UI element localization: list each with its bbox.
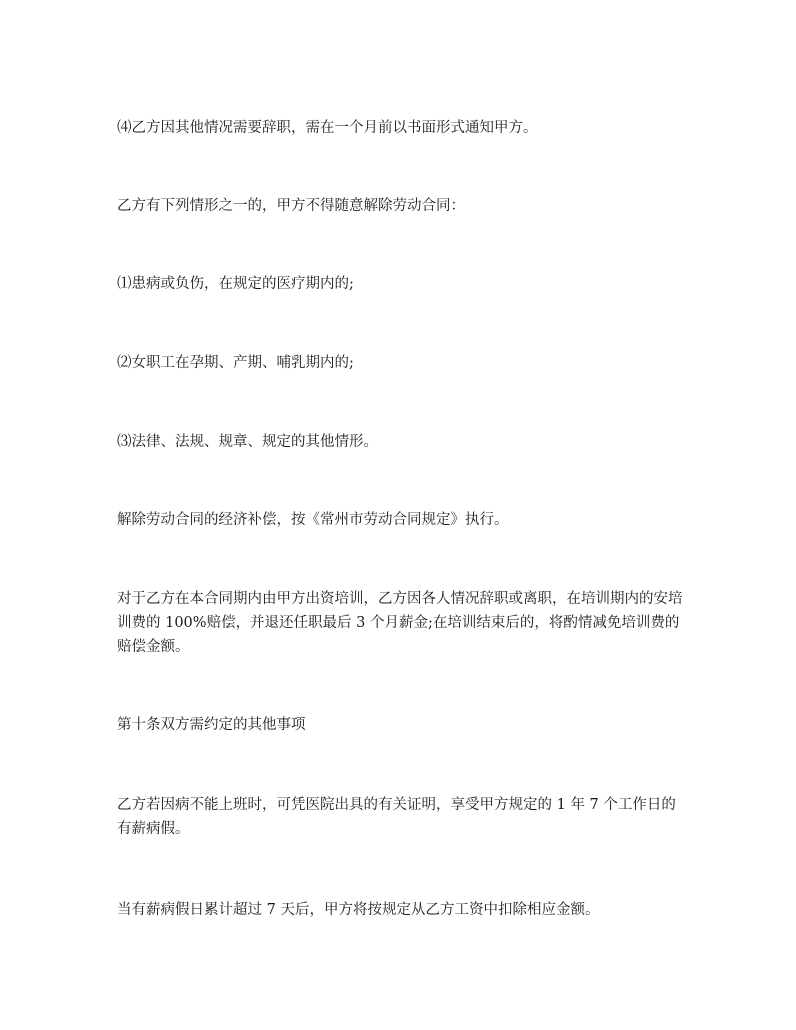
paragraph-economic-compensation: 解除劳动合同的经济补偿，按《常州市劳动合同规定》执行。	[117, 512, 509, 528]
paragraph-no-termination-conditions: 乙方有下列情形之一的，甲方不得随意解除劳动合同：	[117, 198, 465, 214]
paragraph-training-compensation: 对于乙方在本合同期内由甲方出资培训，乙方因各人情况辞职或离职，在培训期内的安培训费的 100%赔偿，并退还任职最后 3 个月薪金;在培训结束后的，将酌情减免培训费的赔偿金额。	[117, 591, 683, 655]
paragraph-female-employee: ⑵女职工在孕期、产期、哺乳期内的;	[117, 355, 354, 371]
paragraph-sick-leave-deduction: 当有薪病假日累计超过 7 天后，甲方将按规定从乙方工资中扣除相应金额。	[117, 902, 600, 918]
section-heading-article-ten: 第十条双方需约定的其他事项	[117, 717, 306, 733]
paragraph-resignation-notice: ⑷乙方因其他情况需要辞职，需在一个月前以书面形式通知甲方。	[117, 120, 538, 136]
paragraph-other-circumstances: ⑶法律、法规、规章、规定的其他情形。	[117, 434, 378, 450]
paragraph-sick-leave: 乙方若因病不能上班时，可凭医院出具的有关证明，享受甲方规定的 1 年 7 个工作日的有薪病假。	[117, 797, 676, 837]
paragraph-illness-injury: ⑴患病或负伤，在规定的医疗期内的;	[117, 276, 354, 292]
